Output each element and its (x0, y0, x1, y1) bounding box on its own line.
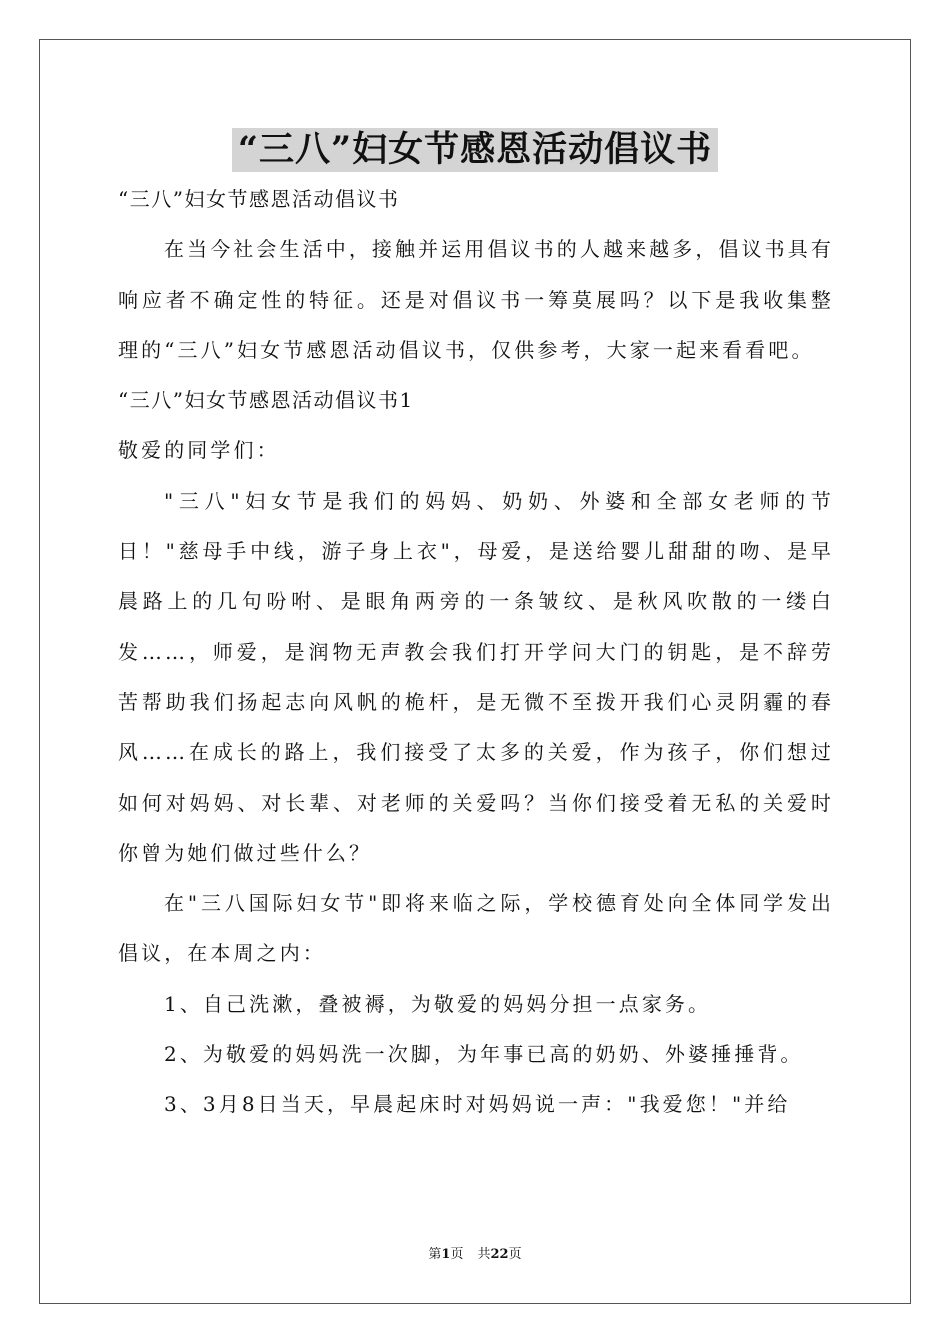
paragraph: 在"三八国际妇女节"即将来临之际，学校德育处向全体同学发出倡议，在本周之内： (118, 891, 834, 966)
footer-page-current: 1 (441, 1247, 451, 1262)
document-title (0, 127, 950, 173)
paragraph: "三八"妇女节是我们的妈妈、奶奶、外婆和全部女老师的节日！"慈母手中线，游子身上衣"，母爱，是送给婴儿甜甜的吻、是早晨路上的几句吩咐、是眼角两旁的一条皱纹、是秋风吹散的一缕白发……，师爱，是润物无声教会我们打开学问大门的钥匙，是不辞劳苦帮助我们扬起志向风帆的桅杆，是无微不至拨开我们心灵阴霾的春风……在成长的路上，我们接受了太多的关爱，作为孩子，你们想过如何对妈妈、对长辈、对老师的关爱吗？当你们接受着无私的关爱时你曾为她们做过些什么？ (118, 488, 834, 865)
paragraph: 3、3月8日当天，早晨起床时对妈妈说一声："我爱您！"并给 (164, 1092, 791, 1117)
footer-page-prefix: 第 (428, 1247, 442, 1262)
paragraph: 在当今社会生活中，接触并运用倡议书的人越来越多，倡议书具有响应者不确定性的特征。还是对倡议书一筹莫展吗？以下是我收集整理的“三八”妇女节感恩活动倡议书，仅供参考，大家一起来看看吧。 (118, 237, 834, 362)
section-heading: “三八”妇女节感恩活动倡议书 (118, 187, 400, 211)
paragraph: 2、为敬爱的妈妈洗一次脚，为年事已高的奶奶、外婆捶捶背。 (164, 1042, 804, 1067)
paragraph: 敬爱的同学们： (118, 438, 280, 463)
page-footer (0, 1246, 950, 1264)
footer-page-total: 22 (490, 1247, 509, 1262)
section-heading: “三八”妇女节感恩活动倡议书1 (118, 388, 414, 413)
footer-page-suffix: 页 (450, 1247, 464, 1262)
document-title-text: “三八”妇女节感恩活动倡议书 (232, 128, 718, 172)
paragraph: 1、自己洗漱，叠被褥，为敬爱的妈妈分担一点家务。 (164, 991, 712, 1016)
document-body (118, 174, 834, 1130)
footer-total-prefix: 共 (477, 1247, 491, 1262)
footer-total-suffix: 页 (508, 1247, 522, 1262)
